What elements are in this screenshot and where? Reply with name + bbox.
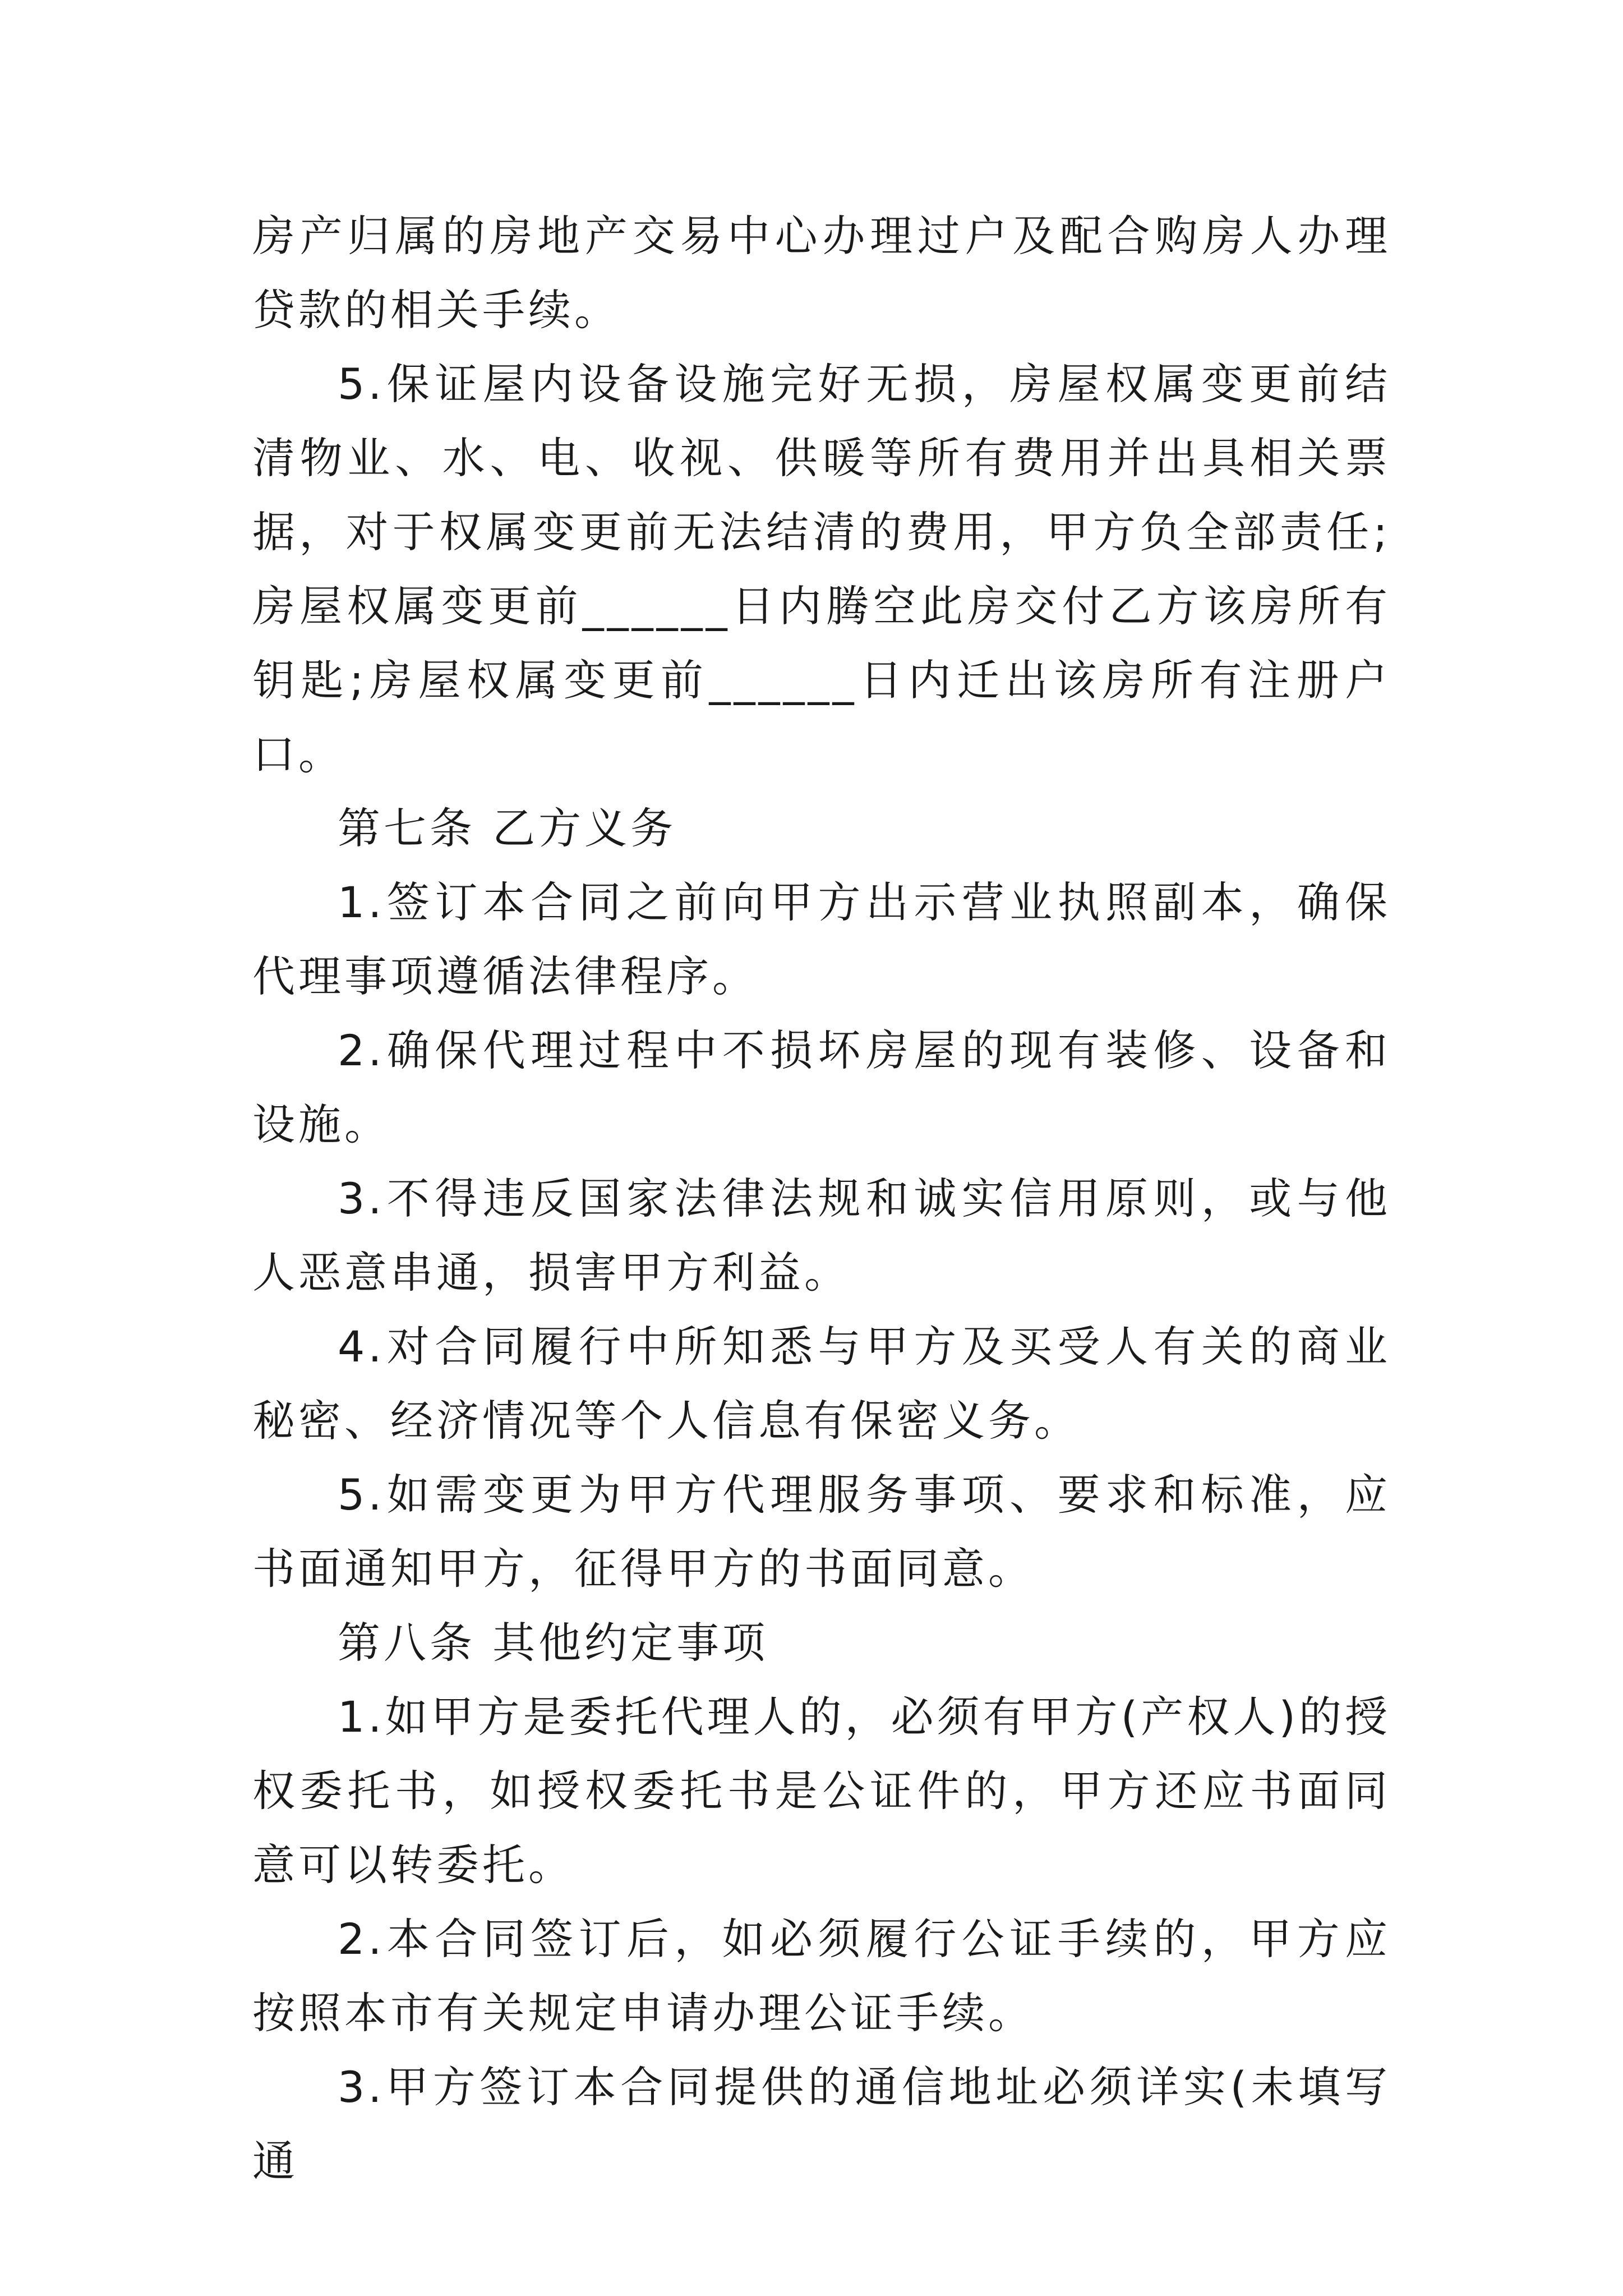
heading-article-7: 第七条 乙方义务 <box>338 803 677 853</box>
paragraph-clause-8-1: 1.如甲方是委托代理人的，必须有甲方(产权人)的授权委托书，如授权委托书是公证件的，甲方还应书面同意可以转委托。 <box>252 1692 1391 1890</box>
paragraph-clause-7-1: 1.签订本合同之前向甲方出示营业执照副本，确保代理事项遵循法律程序。 <box>252 877 1391 1001</box>
paragraph-clause-7-2: 2.确保代理过程中不损坏房屋的现有装修、设备和设施。 <box>252 1025 1391 1149</box>
paragraph-clause-7-3: 3.不得违反国家法律法规和诚实信用原则，或与他人恶意串通，损害甲方利益。 <box>252 1174 1391 1297</box>
paragraph-clause-7-4: 4.对合同履行中所知悉与甲方及买受人有关的商业秘密、经济情况等个人信息有保密义务。 <box>252 1322 1391 1446</box>
paragraph-clause-8-3: 3.甲方签订本合同提供的通信地址必须详实(未填写通 <box>252 2062 1391 2186</box>
paragraph-clause-7-5: 5.如需变更为甲方代理服务事项、要求和标准，应书面通知甲方，征得甲方的书面同意。 <box>252 1470 1391 1594</box>
paragraph-clause-6-5: 5.保证屋内设备设施完好无损，房屋权属变更前结清物业、水、电、收视、供暖等所有费用并出具相关票据，对于权属变更前无法结清的费用，甲方负全部责任;房屋权属变更前______日内腾空此房交付乙方该房所有钥匙;房屋权属变更前______日内迁出该房所有注册户口。 <box>252 359 1391 779</box>
document-body <box>252 199 1391 2198</box>
paragraph-clause-8-2: 2.本合同签订后，如必须履行公证手续的，甲方应按照本市有关规定申请办理公证手续。 <box>252 1914 1391 2038</box>
heading-article-8: 第八条 其他约定事项 <box>338 1618 769 1668</box>
paragraph-transfer-continuation: 房产归属的房地产交易中心办理过户及配合购房人办理贷款的相关手续。 <box>252 211 1391 335</box>
